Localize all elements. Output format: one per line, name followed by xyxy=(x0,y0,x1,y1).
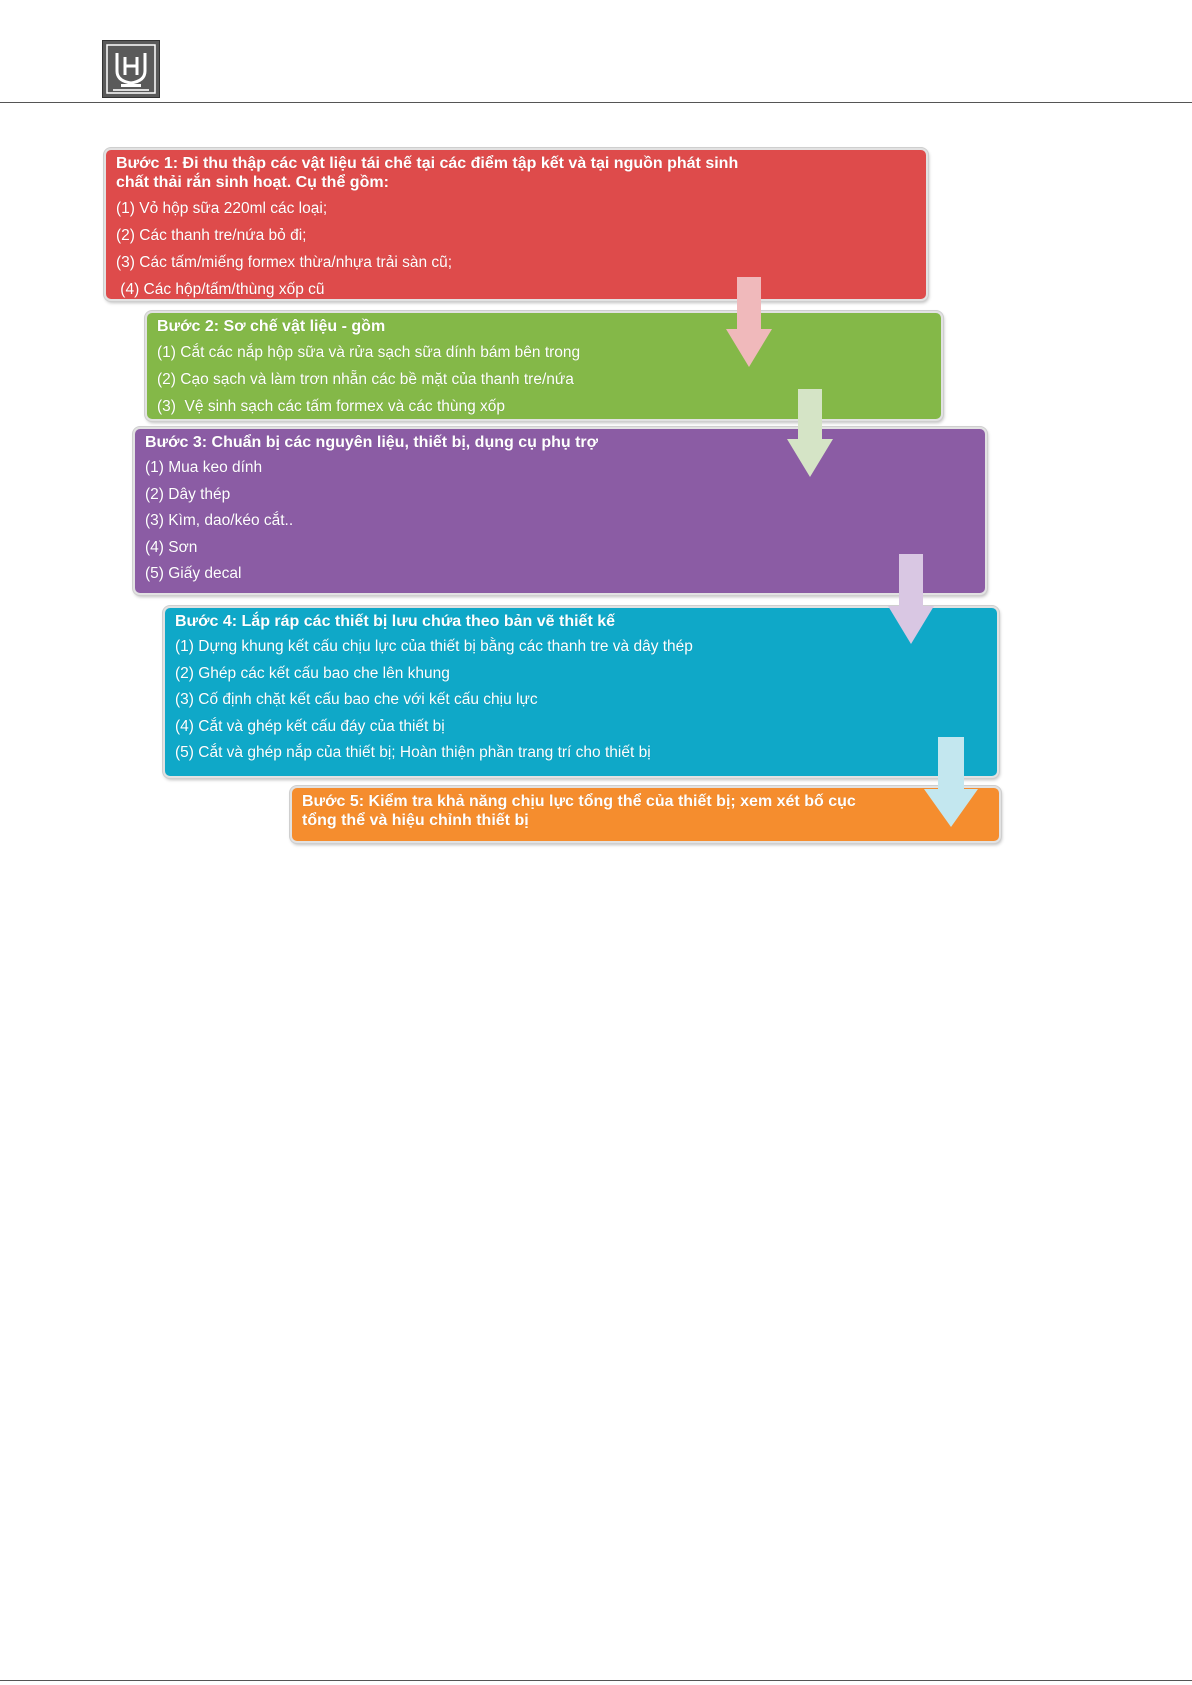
step-3-item: (5) Giấy decal xyxy=(145,565,242,582)
step-4-item: (2) Ghép các kết cấu bao che lên khung xyxy=(175,664,450,682)
step-3-item: (1) Mua keo dính xyxy=(145,459,263,476)
arrow-down-icon xyxy=(888,554,934,644)
arrow-down-icon xyxy=(787,389,833,477)
step-4-title: Bước 4: Lắp ráp các thiết bị lưu chứa theo bản vẽ thiết kế xyxy=(175,613,616,630)
step-2-item: (2) Cạo sạch và làm trơn nhẵn các bề mặt của thanh tre/nứa xyxy=(157,371,574,388)
step-1-item: (3) Các tấm/miếng formex thừa/nhựa trải sàn cũ; xyxy=(116,254,453,271)
step-4-item: (5) Cắt và ghép nắp của thiết bị; Hoàn thiện phần trang trí cho thiết bị xyxy=(175,744,651,761)
step-5-box xyxy=(290,786,1001,843)
arrow-3-shape xyxy=(888,554,934,644)
step-2-title: Bước 2: Sơ chế vật liệu - gồm xyxy=(157,318,386,335)
step-5-title: Bước 5: Kiểm tra khả năng chịu lực tổng thể của thiết bị; xem xét bố cục tổng thể và hiệu chỉnh thiết bị xyxy=(302,793,856,829)
step-1-item: (1) Vỏ hộp sữa 220ml các loại; xyxy=(116,200,328,217)
arrow-down-icon xyxy=(726,277,772,367)
step-4-item: (4) Cắt và ghép kết cấu đáy của thiết bị xyxy=(175,717,445,735)
arrow-down-icon xyxy=(924,737,978,827)
arrow-2-shape xyxy=(787,389,833,477)
step-3-item: (4) Sơn xyxy=(145,538,198,556)
step-1-title: Bước 1: Đi thu thập các vật liệu tái chế tại các điểm tập kết và tại nguồn phát sinh chất thải rắn sinh hoạt. Cụ thể gồm: xyxy=(116,155,739,191)
step-4-item: (3) Cố định chặt kết cấu bao che với kết cấu chịu lực xyxy=(175,691,538,708)
step-4-box xyxy=(163,606,999,778)
step-2-item: (1) Cắt các nắp hộp sữa và rửa sạch sữa dính bám bên trong xyxy=(157,344,581,361)
step-3-item: (2) Dây thép xyxy=(145,485,231,503)
step-1-item: (2) Các thanh tre/nứa bỏ đi; xyxy=(116,227,307,244)
step-3-title: Bước 3: Chuẩn bị các nguyên liệu, thiết bị, dụng cụ phụ trợ xyxy=(145,434,599,451)
step-2-item: (3) Vệ sinh sạch các tấm formex và các thùng xốp xyxy=(157,398,506,415)
university-logo-icon xyxy=(102,40,160,98)
step-1-box xyxy=(104,148,928,301)
step-4-item: (1) Dựng khung kết cấu chịu lực của thiết bị bằng các thanh tre và dây thép xyxy=(175,638,693,655)
step-1-item: (4) Các hộp/tấm/thùng xốp cũ xyxy=(116,281,325,298)
footer-rule xyxy=(0,1680,1192,1681)
step-3-item: (3) Kìm, dao/kéo cắt.. xyxy=(145,512,294,529)
arrow-4-shape xyxy=(924,737,978,827)
step-3-box xyxy=(133,427,987,595)
arrow-1-shape xyxy=(726,277,772,367)
header-rule xyxy=(0,102,1192,103)
